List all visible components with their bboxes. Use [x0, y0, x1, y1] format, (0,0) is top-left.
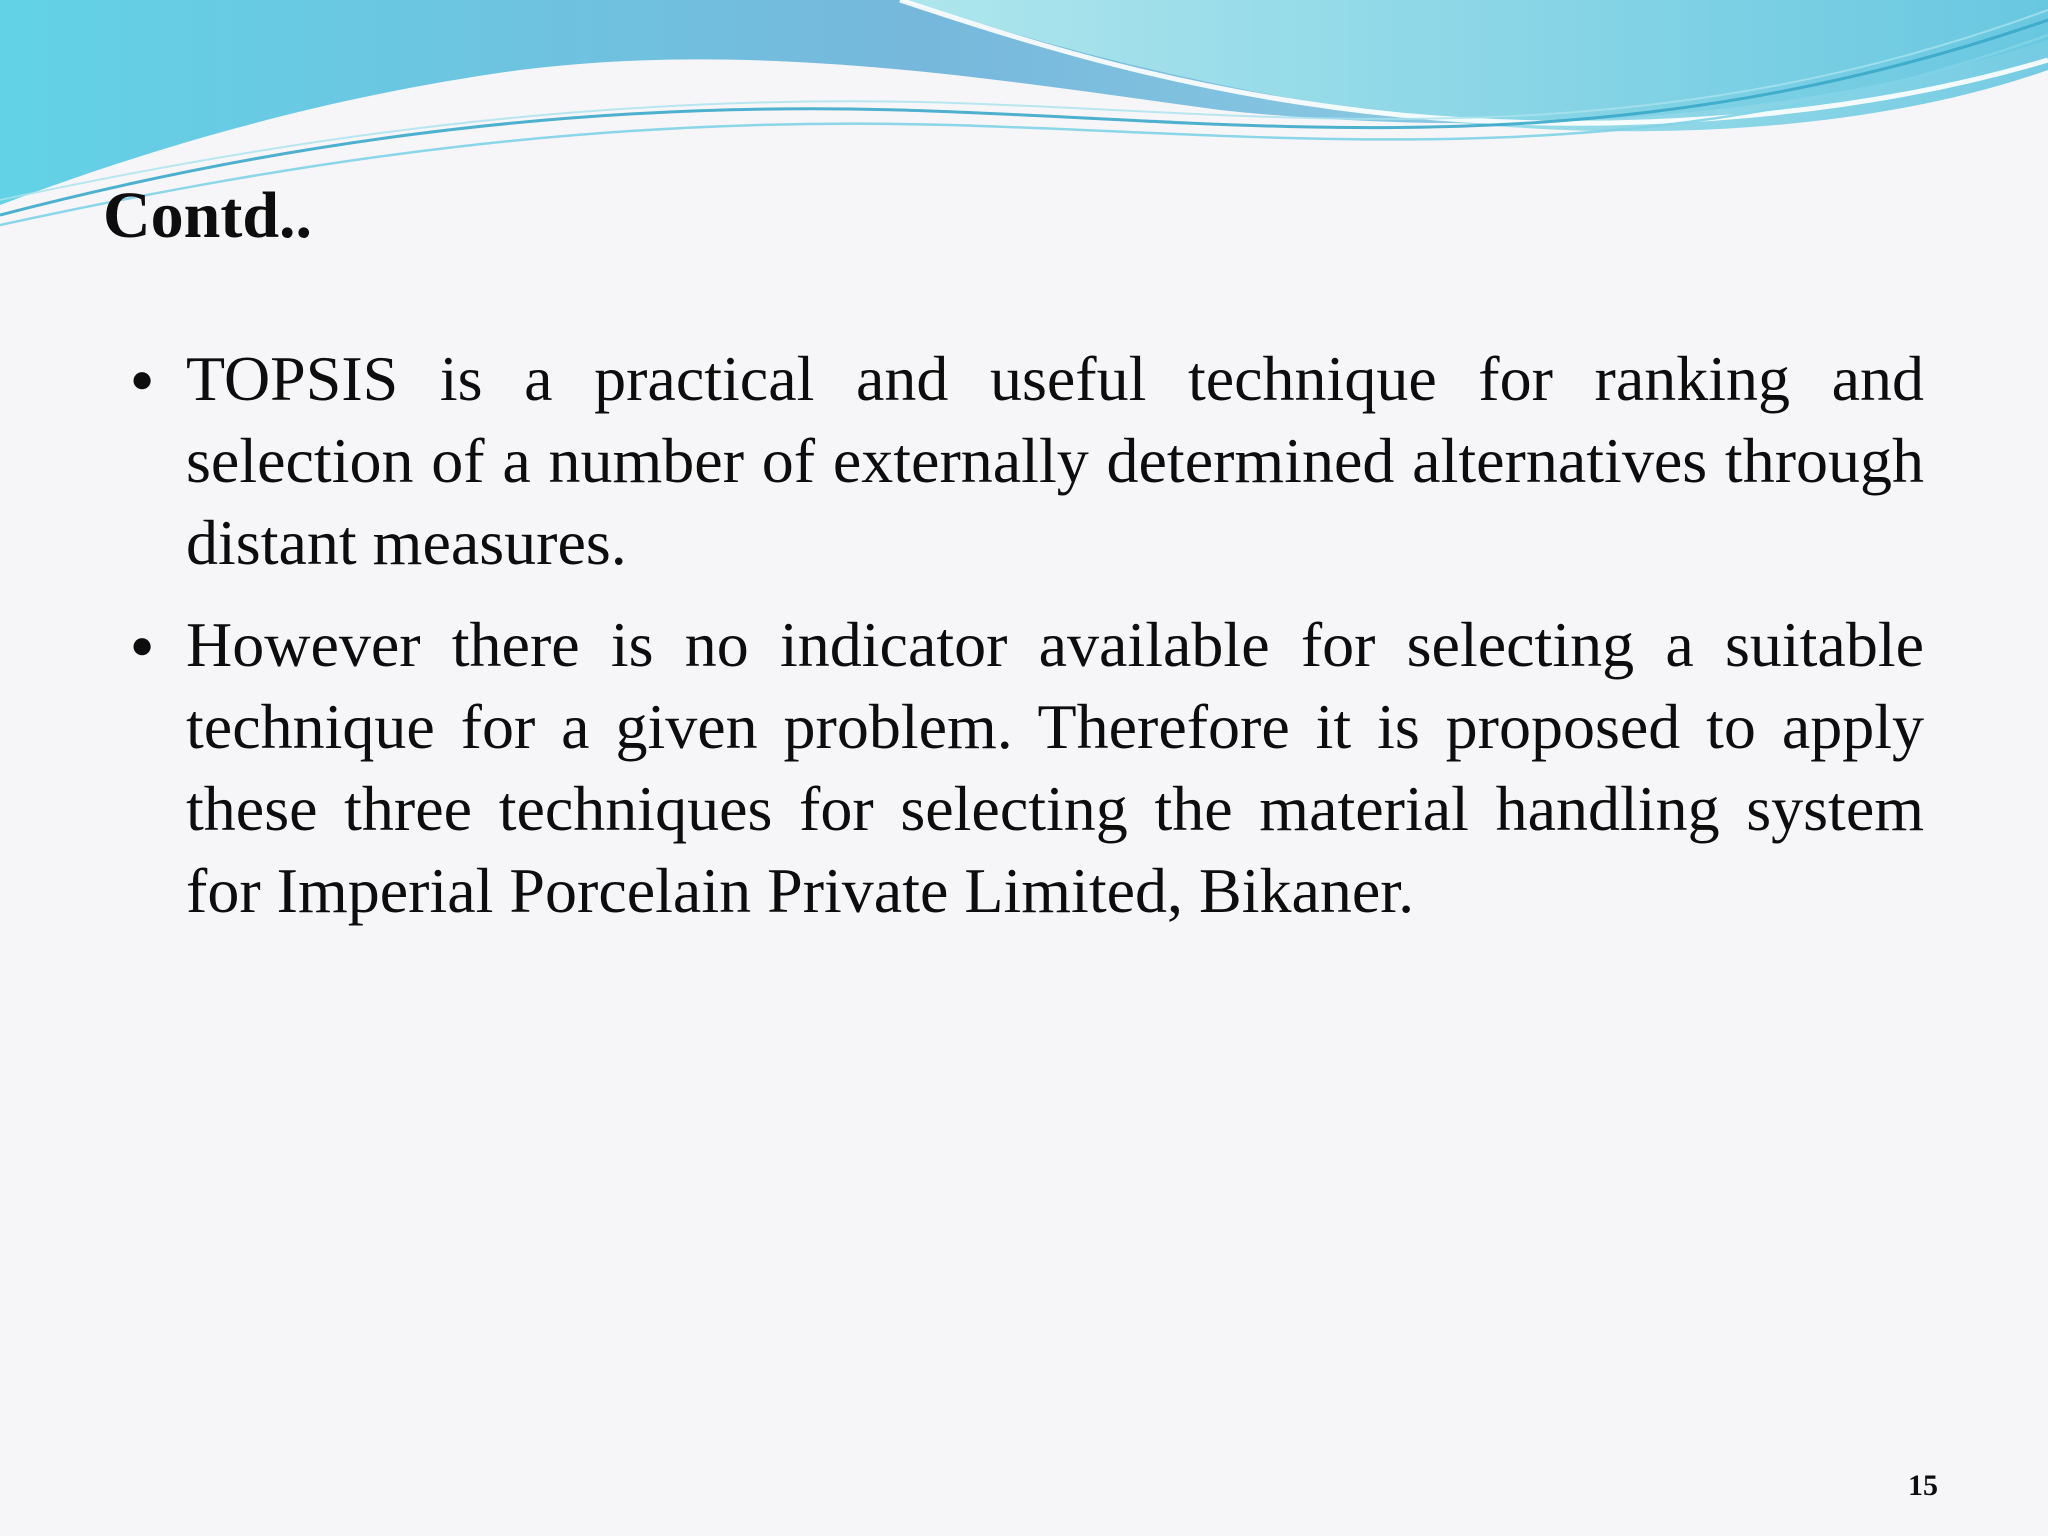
bullet-icon: ● — [130, 356, 155, 401]
bullet-item — [128, 604, 1924, 932]
bullet-text: TOPSIS is a practical and useful technique for ranking and selection of a number of externally determined alternatives through distant measures. — [186, 343, 1924, 578]
bullet-icon: ● — [130, 622, 155, 667]
page-number: 15 — [1908, 1469, 1938, 1502]
bullet-list — [128, 338, 1924, 952]
bullet-text: However there is no indicator available for selecting a suitable technique for a given problem. Therefore it is proposed to apply these three techniques for selecting the material handling system for Imperial Porcelain Private Limited, Bikaner. — [186, 609, 1924, 926]
slide-title: Contd.. — [103, 179, 313, 252]
bullet-item — [128, 338, 1924, 584]
